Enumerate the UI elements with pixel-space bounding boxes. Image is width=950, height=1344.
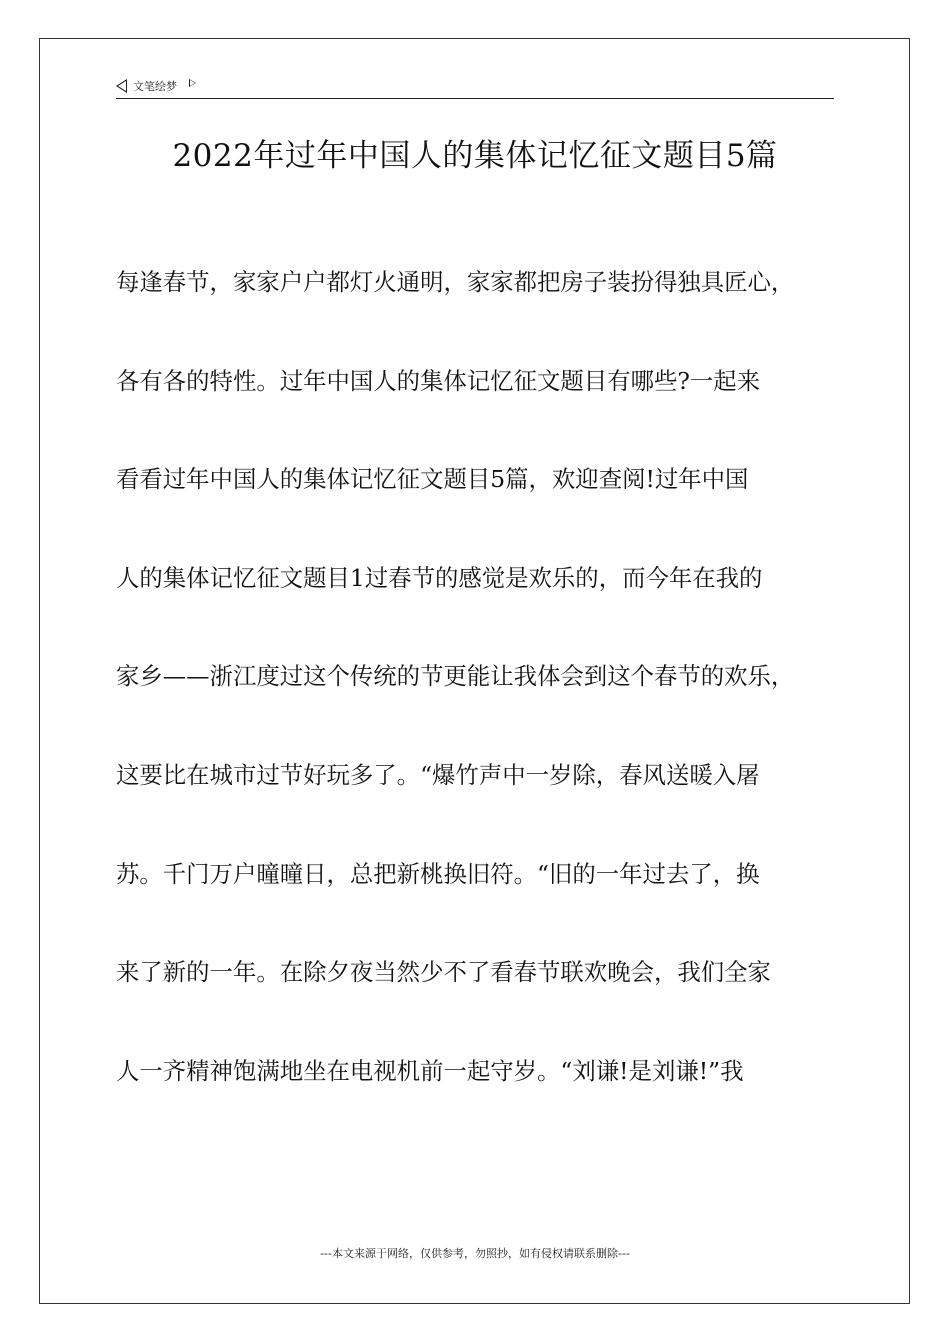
body-line: 看看过年中国人的集体记忆征文题目5篇，欢迎查阅!过年中国 bbox=[116, 465, 749, 494]
page-header bbox=[116, 74, 834, 99]
document-body bbox=[116, 262, 846, 1149]
triangle-left-icon bbox=[116, 79, 127, 93]
body-line: 这要比在城市过节好玩多了。“爆竹声中一岁除，春风送暖入屠 bbox=[116, 760, 760, 789]
footer-notice: ---本文来源于网络，仅供参考，勿照抄，如有侵权请联系删除--- bbox=[320, 1247, 630, 1260]
header-brand: 文笔绘梦 bbox=[133, 80, 177, 93]
body-line: 家乡——浙江度过这个传统的节更能让我体会到这个春节的欢乐， bbox=[116, 662, 795, 691]
document-title: 2022年过年中国人的集体记忆征文题目5篇 bbox=[172, 138, 778, 174]
triangle-right-icon bbox=[189, 79, 196, 87]
body-line: 人的集体记忆征文题目1过春节的感觉是欢乐的，而今年在我的 bbox=[116, 563, 763, 592]
body-line: 来了新的一年。在除夕夜当然少不了看春节联欢晚会，我们全家 bbox=[116, 958, 771, 987]
body-line: 每逢春节，家家户户都灯火通明，家家都把房子装扮得独具匠心， bbox=[116, 268, 795, 296]
body-line: 苏。千门万户曈曈日，总把新桃换旧符。“旧的一年过去了，换 bbox=[116, 859, 760, 888]
body-line: 各有各的特性。过年中国人的集体记忆征文题目有哪些?一起来 bbox=[116, 366, 761, 395]
body-line: 人一齐精神饱满地坐在电视机前一起守岁。“刘谦!是刘谦!”我 bbox=[116, 1056, 744, 1085]
